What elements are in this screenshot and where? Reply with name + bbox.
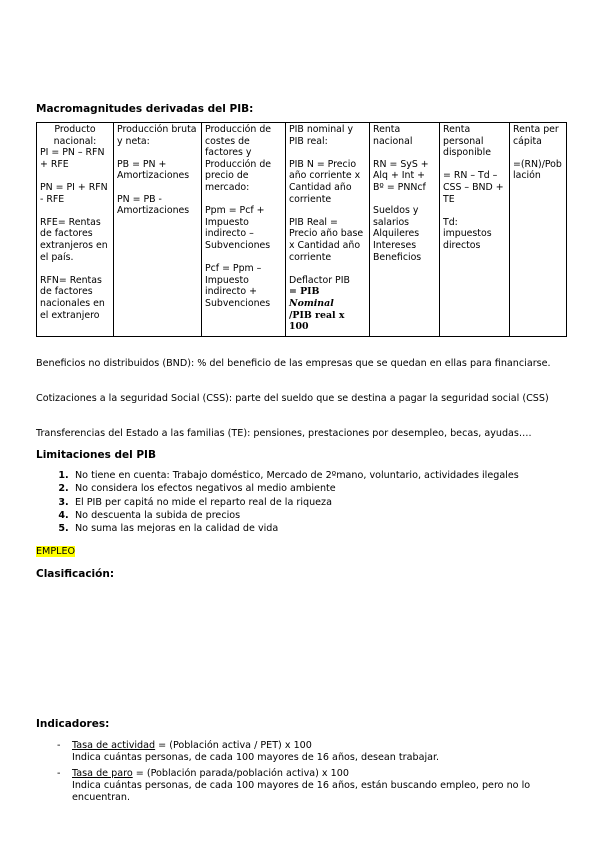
formula-tasa-actividad: = (Población activa / PET) x 100	[155, 740, 312, 751]
empleo-highlight: EMPLEO	[36, 546, 76, 557]
cell-text: PIB N = Precio año corriente x Cantidad año corriente	[289, 158, 364, 205]
list-item: 5. No suma las mejoras en la calidad de vida	[72, 522, 519, 535]
cell-text: RFN= Rentas de factores nacionales en el extranjero	[40, 274, 108, 321]
desc-tasa-paro: Indica cuántas personas, de cada 100 mayores de 16 años, están buscando empleo, pero no lo encuentran.	[72, 780, 531, 803]
cell-text: Deflactor PIB	[289, 274, 350, 286]
cell-text: Renta nacional	[373, 124, 413, 147]
cell-text: PIB nominal y PIB real:	[289, 124, 357, 147]
cell-produccion-bruta-neta	[114, 123, 202, 337]
term-tasa-paro: Tasa de paro	[72, 768, 133, 779]
cell-text: PI = PN – RFN + RFE	[40, 147, 108, 170]
paragraph-bnd: Beneficios no distribuidos (BND): % del beneficio de las empresas que se quedan en ellas para financiarse.	[36, 358, 551, 369]
bullet-dash: -	[57, 740, 61, 751]
cell-text: Alquileres	[373, 228, 420, 240]
heading-macromagnitudes: Macromagnitudes derivadas del PIB:	[36, 103, 254, 115]
formula-tasa-paro: = (Población parada/población activa) x 100	[132, 768, 349, 779]
table-row	[37, 123, 567, 337]
paragraph-css: Cotizaciones a la seguridad Social (CSS): parte del sueldo que se destina a pagar la seguridad social (CSS)	[36, 393, 549, 404]
cell-producto-nacional	[37, 123, 114, 337]
term-tasa-actividad: Tasa de actividad	[72, 740, 156, 751]
cell-produccion-costes	[202, 123, 286, 337]
cell-text: Beneficios	[373, 251, 422, 263]
cell-text: Sueldos y salarios	[373, 205, 422, 228]
list-item: 2. No considera los efectos negativos al medio ambiente	[72, 482, 519, 495]
list-item: 1. No tiene en cuenta: Trabajo doméstico, Mercado de 2ºmano, voluntario, actividades ilegales	[72, 469, 519, 482]
cell-text: Producción de costes de factores y Producción de precio de mercado:	[205, 124, 275, 193]
heading-clasificacion: Clasificación:	[36, 568, 115, 580]
heading-indicadores: Indicadores:	[36, 718, 110, 730]
heading-limitaciones: Limitaciones del PIB	[36, 449, 156, 461]
list-item: 3. El PIB per capitá no mide el reparto real de la riqueza	[72, 496, 519, 509]
cell-renta-personal-disponible	[440, 123, 510, 337]
cell-text: Producto nacional:	[53, 124, 99, 147]
cell-text: Renta per cápita	[513, 124, 562, 147]
bullet-dash: -	[57, 768, 61, 779]
paragraph-te: Transferencias del Estado a las familias (TE): pensiones, prestaciones por desempleo, becas, ayudas….	[36, 428, 532, 439]
limitaciones-list	[52, 469, 519, 535]
cell-text: Renta personal disponible	[443, 124, 491, 159]
cell-text: RN = SyS + Alq + Int + Bº = PNNcf	[373, 158, 432, 193]
deflactor-formula: = PIB	[289, 286, 320, 298]
indicador-tasa-paro	[57, 768, 557, 804]
cell-text: PIB Real = Precio año base x Cantidad año corriente	[289, 216, 367, 263]
cell-text: =(RN)/Población	[513, 158, 562, 182]
list-item: 4. No descuenta la subida de precios	[72, 509, 519, 522]
cell-text: PB = PN + Amortizaciones	[117, 158, 190, 182]
cell-text: = RN – Td – CSS – BND + TE	[443, 170, 507, 205]
cell-text: Td: impuestos directos	[443, 216, 495, 251]
cell-text: Producción bruta y neta:	[117, 124, 200, 147]
cell-text: Ppm = Pcf + Impuesto indirecto – Subvenciones	[205, 205, 271, 251]
pib-macromagnitudes-table	[36, 122, 567, 337]
cell-pib-nominal-real	[286, 123, 370, 337]
cell-renta-nacional	[370, 123, 440, 337]
desc-tasa-actividad: Indica cuántas personas, de cada 100 mayores de 16 años, desean trabajar.	[72, 752, 440, 763]
deflactor-formula: Nominal	[289, 297, 334, 309]
cell-text: PN = PI + RFN - RFE	[40, 181, 111, 205]
deflactor-formula: /PIB real x	[289, 309, 345, 321]
cell-text: Pcf = Ppm – Impuesto indirecto + Subvenciones	[205, 263, 271, 309]
cell-text: PN = PB - Amortizaciones	[117, 193, 190, 217]
cell-renta-per-capita	[510, 123, 567, 337]
deflactor-formula: 100	[289, 321, 309, 333]
cell-text: Intereses	[373, 239, 417, 251]
cell-text: RFE= Rentas de factores extranjeros en el país.	[40, 216, 111, 263]
indicador-tasa-actividad	[57, 740, 439, 764]
